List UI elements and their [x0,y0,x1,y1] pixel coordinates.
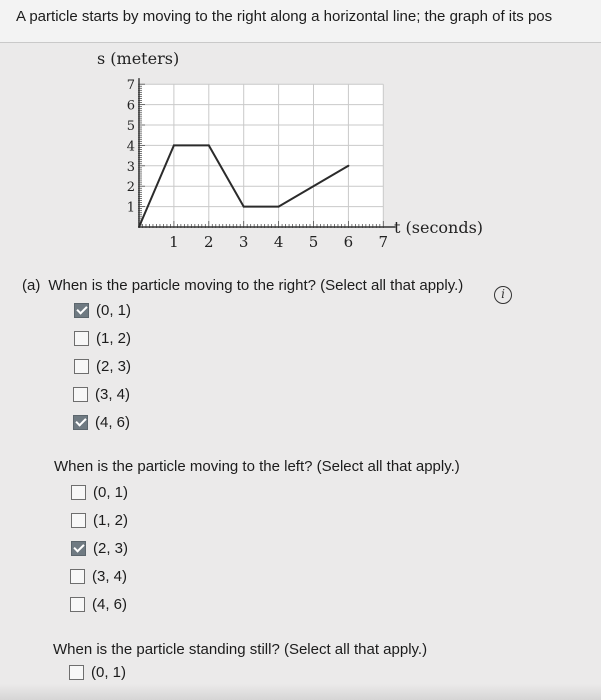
x-tick-label: 7 [378,233,389,251]
checkbox[interactable] [74,331,89,346]
checkbox[interactable] [73,415,88,430]
checkbox[interactable] [71,513,86,528]
problem-panel [0,43,601,700]
option-left-1-2[interactable]: (1, 2) [71,512,128,529]
data-point [278,206,280,208]
option-right-0-1[interactable]: (0, 1) [74,302,131,319]
y-tick-label: 7 [126,78,135,94]
checkbox[interactable] [74,303,89,318]
part-label: (a) [22,277,41,294]
plot-area [139,84,383,227]
x-tick-label: 1 [169,233,179,251]
y-tick-label: 6 [126,98,135,114]
option-right-4-6[interactable]: (4, 6) [73,414,130,431]
y-tick-label: 4 [126,139,135,155]
x-tick-label: 4 [273,233,284,251]
checkbox[interactable] [70,569,85,584]
checkbox[interactable] [74,359,89,374]
question-right: (a) When is the particle moving to the right? (Select all that apply.) [22,277,464,294]
y-tick-label: 1 [126,200,135,216]
data-point [347,165,349,167]
x-tick-label: 2 [204,233,214,251]
y-tick-label: 5 [126,119,135,134]
question-still: When is the particle standing still? (Select all that apply.) [53,641,428,658]
y-tick-label: 2 [126,180,135,196]
checkbox[interactable] [73,387,88,402]
x-axis-label: t (seconds) [394,218,484,237]
option-left-0-1[interactable]: (0, 1) [71,484,128,501]
x-tick-label: 6 [343,233,354,251]
option-right-3-4[interactable]: (3, 4) [73,386,130,403]
option-still-0-1[interactable]: (0, 1) [69,664,126,681]
option-right-1-2[interactable]: (1, 2) [74,330,131,347]
y-tick-label: 3 [126,159,135,175]
bottom-edge [0,684,601,700]
x-tick-label: 3 [238,233,249,251]
data-point [173,144,175,146]
y-axis-label: s (meters) [97,49,180,68]
option-left-4-6[interactable]: (4, 6) [70,596,127,613]
question-left: When is the particle moving to the left? (Select all that apply.) [54,458,460,475]
position-time-graph [0,43,601,293]
checkbox[interactable] [69,665,84,680]
data-point [243,206,245,208]
info-icon[interactable]: i [494,286,512,304]
checkbox[interactable] [70,597,85,612]
x-tick-label: 5 [308,233,319,251]
option-left-3-4[interactable]: (3, 4) [70,568,127,585]
problem-intro: A particle starts by moving to the right along a horizontal line; the graph of its pos [16,8,553,25]
header-bar [0,0,601,43]
data-point [208,144,210,146]
option-left-2-3[interactable]: (2, 3) [71,540,128,557]
data-point [138,226,140,228]
checkbox[interactable] [71,541,86,556]
checkbox[interactable] [71,485,86,500]
option-right-2-3[interactable]: (2, 3) [74,358,131,375]
